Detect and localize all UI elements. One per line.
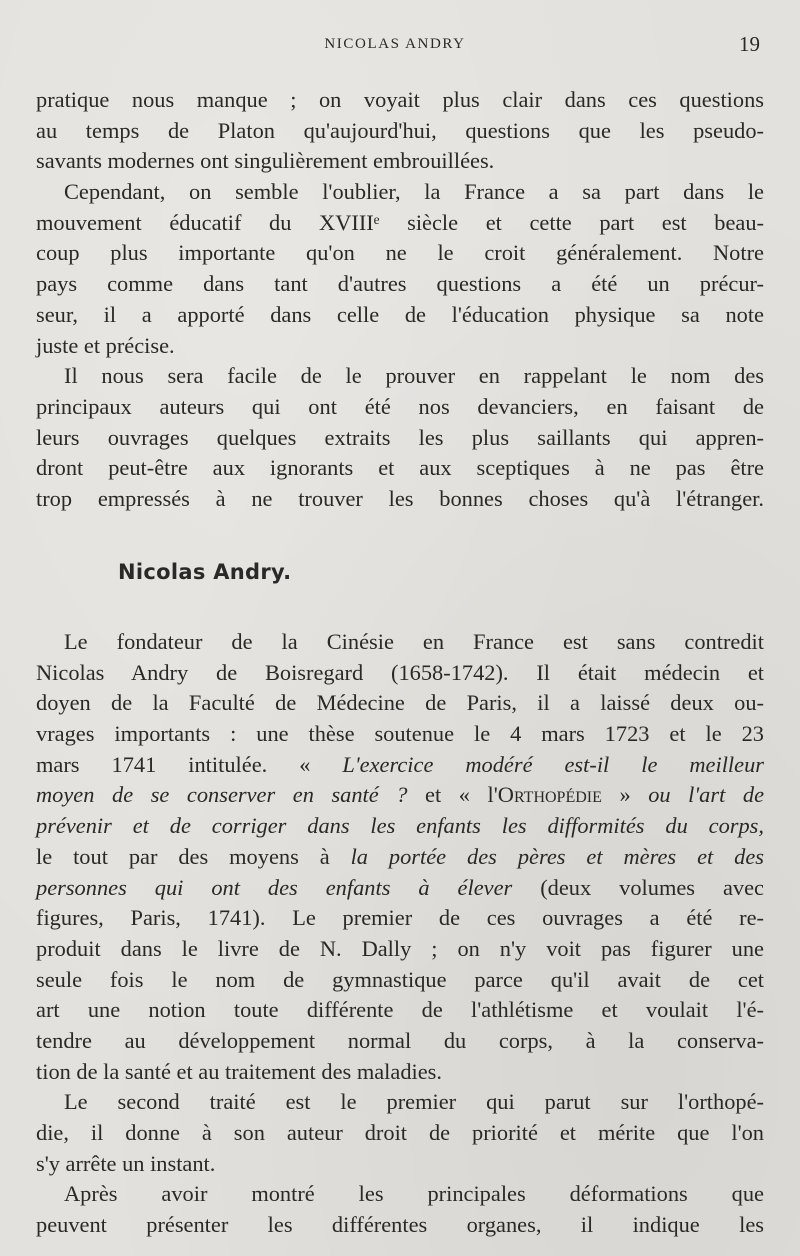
text-line: s'y arrête un instant. (36, 1150, 216, 1176)
text-line: trop empressés à ne trouver les bonnes choses qu'à l'étranger. (36, 485, 764, 511)
text-line: Le fondateur de la Cinésie en France est sans contredit (64, 629, 764, 654)
text-line: pays comme dans tant d'autres questions a été un précur- (36, 271, 764, 297)
text-line: art une notion toute différente de l'athlétisme et voulait l'é- (36, 997, 764, 1023)
text-line: Le second traité est le premier qui parut sur l'orthopé- (64, 1089, 764, 1115)
book-subtitle-cont: prévenir et de corriger dans les enfants les difformités du corps, (36, 813, 764, 839)
text-run: mars 1741 intitulée. « (36, 751, 343, 777)
book-subtitle-cont: la portée des pères et mères et des (350, 843, 764, 869)
text-run: et « l' (407, 782, 498, 808)
text-line: mouvement éducatif du XVIIIᵉ siècle et cette part est beau- (36, 209, 764, 235)
text-line (36, 811, 764, 842)
text-run: » (601, 782, 649, 808)
text-line: figures, Paris, 1741). Le premier de ces ouvrages a été re- (36, 905, 764, 931)
text-line (36, 873, 764, 904)
text-line: Cependant, on semble l'oublier, la France a sa part dans le (64, 179, 764, 205)
text-line: seur, il a apporté dans celle de l'éducation physique sa note (36, 301, 764, 327)
running-title: NICOLAS ANDRY (324, 36, 466, 52)
running-head (0, 32, 800, 56)
text-line: principaux auteurs qui ont été nos devanciers, en faisant de (36, 393, 764, 419)
text-line: peuvent présenter les différentes organes, il indique les (36, 1212, 764, 1238)
book-subtitle-cont: personnes qui ont des enfants à élever (36, 874, 513, 900)
book-subtitle: ou l'art de (648, 782, 765, 808)
thesis-title-cont: moyen de se conserver en santé ? (36, 782, 408, 808)
text-line: savants modernes ont singulièrement embrouillées. (36, 148, 495, 174)
text-line: leurs ouvrages quelques extraits les plus saillants qui appren- (36, 424, 764, 450)
text-line: pratique nous manque ; on voyait plus clair dans ces questions (36, 87, 764, 112)
text-line (36, 780, 764, 811)
thesis-title: L'exercice modéré est-il le meilleur (342, 751, 764, 777)
section-heading: Nicolas Andry. (118, 560, 292, 584)
text-line: produit dans le livre de N. Dally ; on n'y voit pas figurer une (36, 935, 764, 961)
text-line: seule fois le nom de gymnastique parce qu'il avait de cet (36, 966, 764, 992)
text-line: Nicolas Andry de Boisregard (1658-1742). Il était médecin et (36, 659, 764, 685)
text-run: le tout par des moyens à (36, 843, 351, 869)
text-line: doyen de la Faculté de Médecine de Paris, il a laissé deux ou- (36, 690, 764, 716)
text-line: dront peut-être aux ignorants et aux sceptiques à ne pas être (36, 455, 764, 481)
text-run: (deux volumes avec (512, 874, 764, 900)
text-line: tendre au développement normal du corps, à la conserva- (36, 1027, 764, 1053)
text-line: juste et précise. (36, 332, 175, 358)
text-line: vrages importants : une thèse soutenue le 4 mars 1723 et le 23 (36, 721, 764, 747)
page-number: 19 (739, 32, 760, 56)
andry-text (36, 627, 764, 1241)
text-line: die, il donne à son auteur droit de priorité et mérite que l'on (36, 1120, 764, 1145)
text-line (36, 842, 764, 873)
book-title: Orthopédie (497, 782, 602, 808)
text-line (36, 750, 764, 781)
text-line: coup plus importante qu'on ne le croit généralement. Notre (36, 240, 764, 266)
intro-text (36, 85, 764, 515)
text-line: Après avoir montré les principales déformations que (64, 1181, 764, 1207)
text-line: tion de la santé et au traitement des maladies. (36, 1058, 442, 1084)
text-line: Il nous sera facile de le prouver en rappelant le nom des (64, 363, 764, 389)
text-line: au temps de Platon qu'aujourd'hui, questions que les pseudo- (36, 117, 764, 143)
